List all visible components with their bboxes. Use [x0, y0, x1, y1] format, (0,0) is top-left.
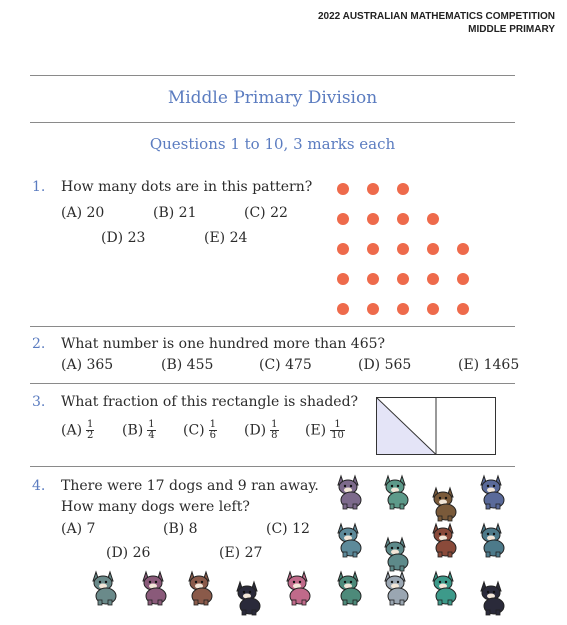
dot	[337, 273, 349, 285]
dog-icon	[380, 568, 414, 606]
q2-option-b[interactable]: (B) 455	[161, 357, 214, 373]
dog-icon	[476, 472, 510, 510]
q3-option-c[interactable]	[183, 420, 217, 441]
dot	[337, 183, 349, 195]
dog-icon	[184, 568, 218, 606]
section-subtitle: Questions 1 to 10, 3 marks each	[149, 135, 396, 153]
dog-icon	[232, 578, 266, 616]
divider	[30, 122, 515, 123]
q3-option-e-label: (E)	[305, 422, 327, 439]
q3-option-b-label: (B)	[122, 422, 144, 439]
competition-header	[318, 10, 555, 36]
denominator: 10	[331, 430, 344, 441]
dot	[397, 243, 409, 255]
q2-option-e[interactable]: (E) 1465	[458, 357, 520, 373]
q4-option-b[interactable]: (B) 8	[163, 521, 198, 537]
dog-icon	[333, 568, 367, 606]
dog-icon	[88, 568, 122, 606]
question-4-text-line-2: How many dogs were left?	[61, 499, 250, 515]
q3-option-a[interactable]	[61, 420, 94, 441]
q3-option-a-label: (A)	[61, 422, 83, 439]
denominator: 6	[209, 430, 217, 441]
divider	[30, 466, 515, 467]
numerator: 1	[148, 419, 155, 430]
dot	[367, 273, 379, 285]
dog-icon	[333, 472, 367, 510]
denominator: 4	[148, 430, 155, 441]
dot	[337, 243, 349, 255]
dog-icon	[282, 568, 316, 606]
dog-icon	[380, 534, 414, 572]
dog-icon	[476, 520, 510, 558]
q3-option-e[interactable]	[305, 420, 345, 441]
fraction	[147, 420, 155, 441]
numerator: 1	[209, 419, 217, 430]
q1-option-b[interactable]: (B) 21	[153, 205, 197, 221]
question-4-text-line-1: There were 17 dogs and 9 ran away.	[61, 478, 319, 494]
divider	[30, 326, 515, 327]
dot	[427, 213, 439, 225]
dot	[427, 243, 439, 255]
fraction	[330, 420, 345, 441]
dog-icon	[428, 484, 462, 522]
dot	[367, 183, 379, 195]
shaded-rectangle	[376, 397, 496, 455]
fraction	[209, 420, 217, 441]
q2-option-d[interactable]: (D) 565	[358, 357, 412, 373]
q3-option-b[interactable]	[122, 420, 156, 441]
denominator: 2	[87, 430, 94, 441]
question-3-text: What fraction of this rectangle is shaded?	[61, 394, 359, 410]
divider	[30, 383, 515, 384]
fraction	[270, 420, 278, 441]
question-2-number: 2.	[32, 336, 46, 352]
question-3-number: 3.	[32, 394, 46, 410]
fraction	[86, 420, 94, 441]
numerator: 1	[87, 419, 94, 430]
question-4-number: 4.	[32, 478, 46, 494]
q3-option-d-label: (D)	[244, 422, 267, 439]
dot	[367, 213, 379, 225]
question-2-text: What number is one hundred more than 465?	[61, 336, 386, 352]
divider	[30, 75, 515, 76]
dot	[427, 303, 439, 315]
dog-icon	[138, 568, 172, 606]
dot	[457, 243, 469, 255]
dot	[337, 213, 349, 225]
dot	[397, 303, 409, 315]
dog-icon	[428, 520, 462, 558]
numerator: 1	[330, 420, 345, 431]
q2-option-c[interactable]: (C) 475	[259, 357, 312, 373]
dot	[397, 273, 409, 285]
dot	[457, 303, 469, 315]
q4-option-a[interactable]: (A) 7	[61, 521, 96, 537]
q2-option-a[interactable]: (A) 365	[61, 357, 114, 373]
q3-option-d[interactable]	[244, 420, 279, 441]
dot	[337, 303, 349, 315]
q1-option-a[interactable]: (A) 20	[61, 205, 105, 221]
dog-icon	[380, 472, 414, 510]
division-title: Middle Primary Division	[167, 88, 378, 108]
dot	[397, 183, 409, 195]
dot	[457, 273, 469, 285]
q3-option-c-label: (C)	[183, 422, 205, 439]
dot	[367, 303, 379, 315]
header-line-2: MIDDLE PRIMARY	[468, 24, 555, 35]
dot	[427, 273, 439, 285]
denominator: 8	[271, 430, 278, 441]
q1-option-e[interactable]: (E) 24	[204, 230, 248, 246]
q1-option-c[interactable]: (C) 22	[244, 205, 288, 221]
numerator: 1	[271, 419, 278, 430]
dog-icon	[476, 578, 510, 616]
q4-option-d[interactable]: (D) 26	[106, 545, 151, 561]
question-1-number: 1.	[32, 179, 46, 195]
dog-icon	[428, 568, 462, 606]
header-line-1: 2022 AUSTRALIAN MATHEMATICS COMPETITION	[317, 11, 555, 22]
dot	[367, 243, 379, 255]
dog-icon	[333, 520, 367, 558]
q1-option-d[interactable]: (D) 23	[101, 230, 146, 246]
dot	[397, 213, 409, 225]
question-1-text: How many dots are in this pattern?	[61, 179, 313, 195]
q4-option-c[interactable]: (C) 12	[266, 521, 310, 537]
q4-option-e[interactable]: (E) 27	[219, 545, 263, 561]
